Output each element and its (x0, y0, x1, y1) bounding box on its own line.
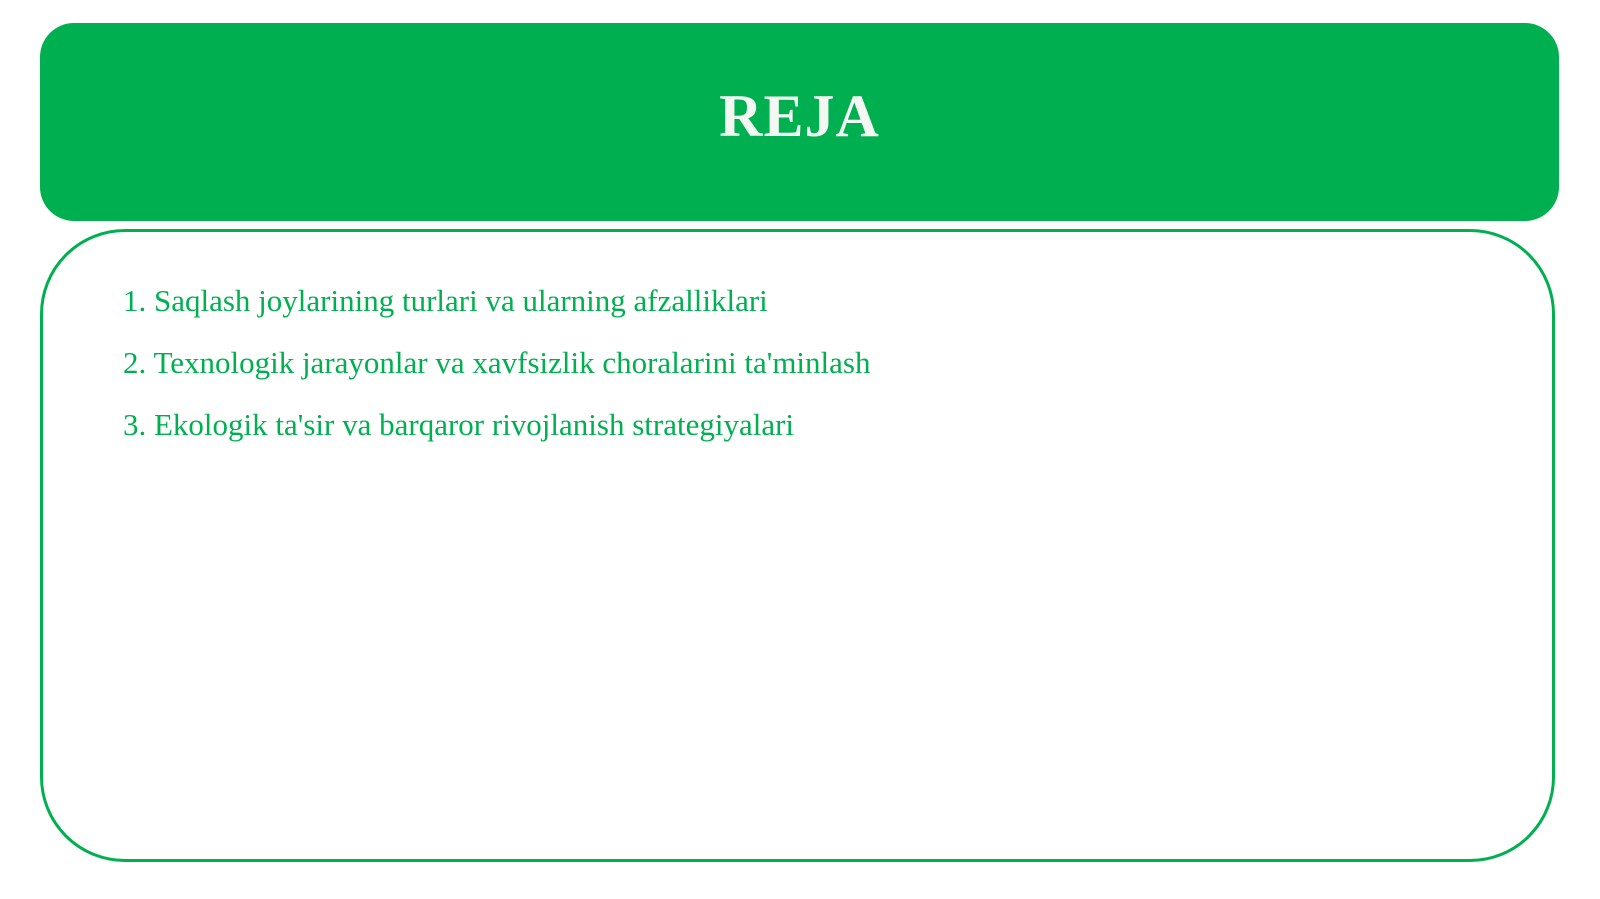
header-banner (40, 23, 1559, 221)
page-title: REJA (719, 83, 880, 149)
list-item: 2. Texnologik jarayonlar va xavfsizlik choralarini ta'minlash (123, 345, 871, 380)
content-panel (40, 229, 1555, 862)
plan-list (123, 270, 870, 456)
list-item: 1. Saqlash joylarining turlari va ularning afzalliklari (123, 283, 768, 318)
list-item: 3. Ekologik ta'sir va barqaror rivojlanish strategiyalari (123, 407, 795, 442)
